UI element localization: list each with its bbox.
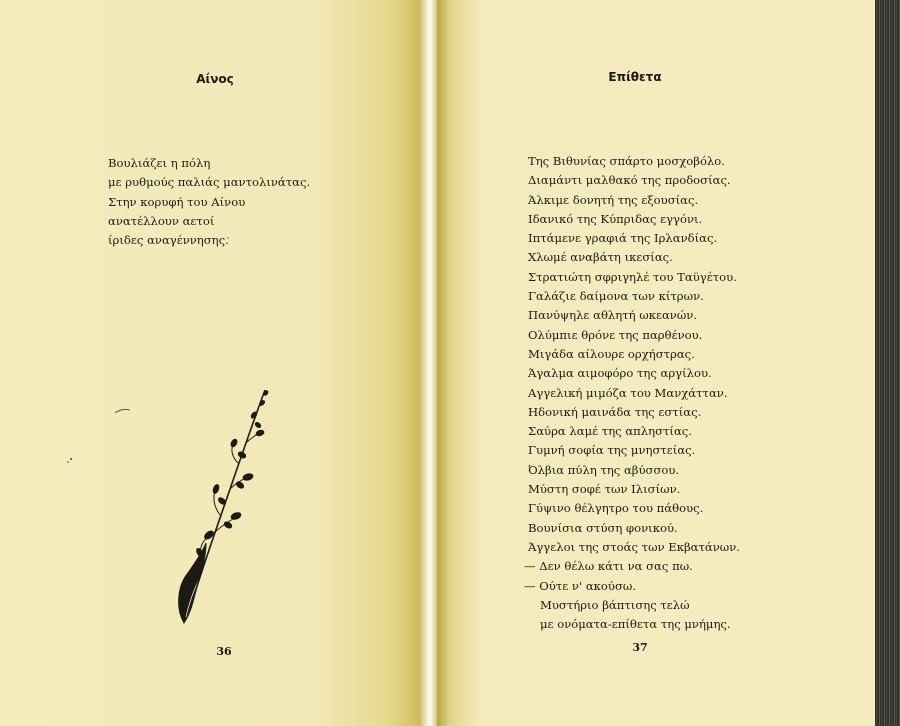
dialogue-line: — Δεν θέλω κάτι να σας πω. bbox=[524, 559, 693, 574]
poem-line: Μύστη σοφέ των Ιλισίων. bbox=[528, 482, 681, 497]
poem-line: Σαύρα λαμέ της απληστίας. bbox=[528, 424, 692, 439]
poem-line: Γυμνή σοφία της μνηστείας. bbox=[528, 443, 696, 458]
poem-line: Άγγελοι της στοάς των Εκβατάνων. bbox=[528, 539, 740, 554]
poem-body bbox=[524, 152, 740, 634]
poem-line: Μυστήριο βάπτισης τελώ bbox=[540, 597, 690, 612]
poem-body bbox=[108, 154, 310, 250]
poem-line: Διαμάντι μαλθακό της προδοσίας. bbox=[528, 173, 731, 188]
poem-line: ανατέλλουν αετοί bbox=[108, 213, 215, 228]
poem-line: Άγαλμα αιμοφόρο της αργίλου. bbox=[528, 366, 712, 381]
poem-title: Αίνος bbox=[196, 72, 234, 86]
dialogue-line: — Ούτε ν' ακούσω. bbox=[524, 578, 637, 593]
poem-line: Άλκιμε δονητή της εξουσίας. bbox=[528, 192, 699, 207]
page-number: 36 bbox=[216, 645, 232, 658]
poem-line: με ρυθμούς παλιάς μαντολινάτας. bbox=[108, 175, 311, 190]
poem-line: Στρατιώτη σφριγηλέ του Ταϋγέτου. bbox=[528, 269, 737, 284]
poem-line: Χλωμέ αναβάτη ικεσίας. bbox=[528, 250, 673, 265]
poem-line: Αγγελική μιμόζα του Μανχάτταν. bbox=[528, 385, 728, 400]
poem-line: Όλβια πύλη της αβύσσου. bbox=[528, 462, 680, 477]
poem-line: Στην κορυφή του Αίνου bbox=[108, 194, 246, 209]
poem-line: Ηδονική μαινάδα της εστίας. bbox=[528, 404, 702, 419]
poem-line: Γύψινο θέλγητρο του πάθους. bbox=[528, 501, 704, 516]
page-number: 37 bbox=[632, 641, 648, 654]
poem-line: Μιγάδα αίλουρε ορχήστρας. bbox=[528, 346, 695, 361]
poem-line: με ονόματα-επίθετα της μνήμης. bbox=[540, 617, 731, 632]
poem-line: Ολύμπιε θρόνε της παρθένου. bbox=[528, 327, 703, 342]
poem-title: Επίθετα bbox=[608, 70, 662, 84]
poem-line: Ιπτάμενε γραφιά της Ιρλανδίας. bbox=[528, 231, 718, 246]
poem-line: Ιδανικό της Κύπριδας εγγόνι. bbox=[528, 211, 703, 226]
poem-line: Βουλιάζει η πόλη bbox=[108, 156, 211, 170]
poem-line: Της Βιθυνίας σπάρτο μοσχοβόλο. bbox=[528, 154, 725, 168]
poem-line: Γαλάζιε δαίμονα των κίτρων. bbox=[528, 289, 704, 304]
poem-line: ίριδες αναγέννησης. bbox=[108, 233, 229, 248]
plant-sprig-icon bbox=[170, 385, 280, 635]
poem-line: Βουνίσια στύση φονικού. bbox=[528, 520, 678, 535]
poem-line: Πανύψηλε αθλητή ωκεανών. bbox=[528, 308, 698, 323]
